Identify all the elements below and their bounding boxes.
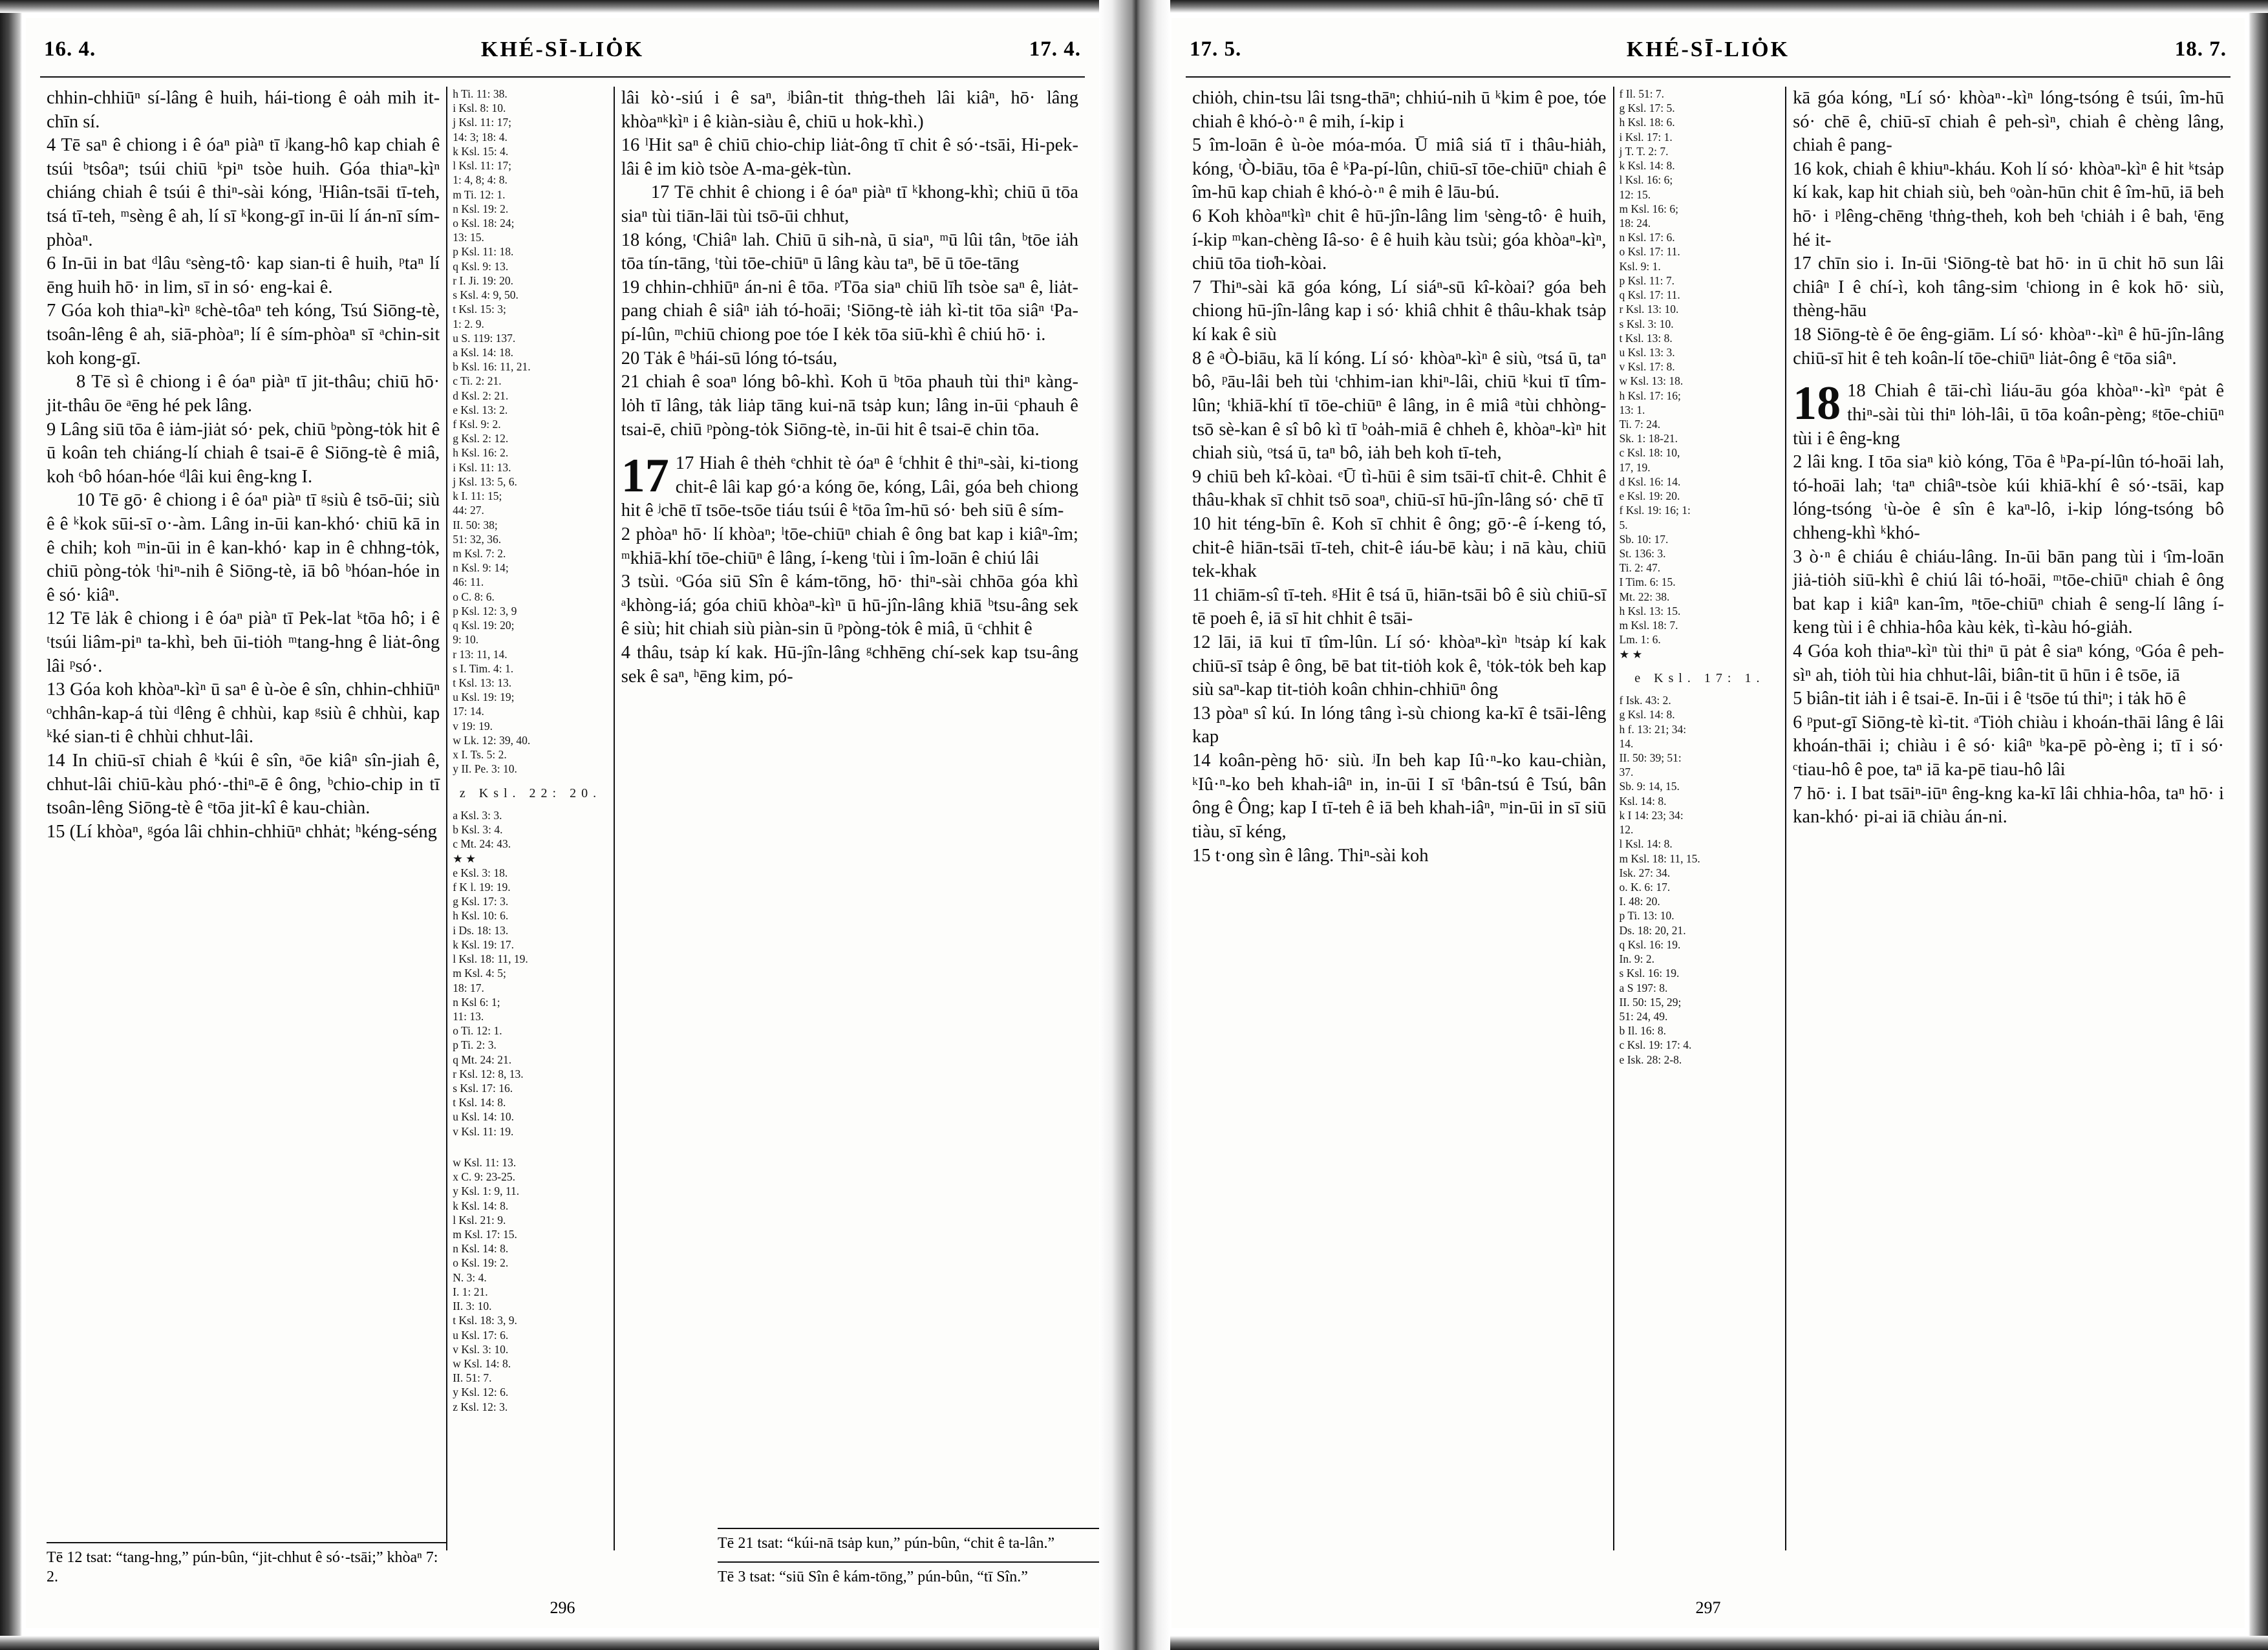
scan-edge-left <box>0 0 22 1650</box>
verse-paragraph: 14 koân-pèng hō· siù. ʲIn beh kap Iû·ⁿ-ko kau-chiàn, ᵏIû·ⁿ-ko beh khah-iâⁿ in, in-ūi I sī ᵗbân-tsú ê Tsú, bân ông ê Ông; kap I tī-teh ê iā beh khah-iâⁿ, ᵐin-ūi in sī siū tiàu, sī kéng, <box>1192 751 1607 842</box>
ref-line: d Ksl. 16: 14. <box>1619 475 1681 488</box>
ref-line: 18: 17. <box>453 981 484 994</box>
verse-paragraph: 3 ò·ⁿ ê chiáu ê chiáu-lâng. In-ūi bān pang tùi i ᵗîm-loān jiȧ-tiȯh siū-khì ê chiú lâi tó-hoāi, ᵐtōe-chiūⁿ chiah ê ông bat kap i kiâⁿ kan-îm, ⁿtōe-chiūⁿ chiah ê seng-lí lâng í-keng tùi i ê chhia-hôa kàu kėk, tì-kàu hó-giȧh. <box>1793 546 2224 638</box>
verse-paragraph: 8 Tē sì ê chiong i ê óaⁿ piàⁿ tī jit-thâu; chiū hō· jit-thâu ōe ᵃēng hé pek lâng. <box>47 372 440 416</box>
ref-line: s I. Tim. 4: 1. <box>453 661 514 675</box>
ref-line: u Ksl. 13: 3. <box>1619 345 1675 359</box>
ref-line: v Ksl. 17: 8. <box>1619 360 1675 374</box>
ref-line: I. 48: 20. <box>1619 895 1660 908</box>
right-head-book-title: KHÉ-SĪ-LIȮK <box>1626 38 1790 61</box>
ref-line: v Ksl. 3: 10. <box>453 1342 509 1356</box>
verse-paragraph: 6 Koh khòaⁿᵗkìⁿ chit ê hū-jîn-lâng lim ᵗsèng-tô· ê huih, í-kip ᵐkan-chèng Iâ-so· ê ê huih kàu tsùi; góa khòaⁿ-kìⁿ, chiū tōa tio̍h-kòai. <box>1192 206 1607 274</box>
verse-paragraph: 12 lāi, iā kui tī tîm-lûn. Lí só· khòaⁿ-kìⁿ ʰtsȧp kí kak chiū-sī tsȧp ê ông, bē bat tit-tiȯh kok ê, ᵗtȯk-tȯk beh kap siù saⁿ-kap tit-tiȯh koân chhin-chhiūⁿ ông <box>1192 632 1607 700</box>
verse-paragraph: 15 t·ong sìn ê lâng. Thiⁿ-sài koh <box>1192 845 1429 866</box>
ref-line: e Ksl. 19: 20. <box>1619 489 1680 503</box>
ref-line: v 19: 19. <box>453 719 493 733</box>
ref-line: d Ksl. 2: 21. <box>453 389 509 402</box>
ref-line: f Ksl. 19: 16; 1: <box>1619 504 1691 517</box>
ref-line: m Ksl. 18: 7. <box>1619 619 1678 632</box>
ref-line: t Ksl. 14: 8. <box>453 1096 506 1109</box>
ref-line: 17: 14. <box>453 705 484 718</box>
ref-line: l Ksl. 21: 9. <box>453 1213 506 1227</box>
ref-line: c Ti. 2: 21. <box>453 374 502 388</box>
verse-paragraph: chhin-chhiūⁿ sí-lâng ê huih, hái-tiong ê oȧh mih it-chīn sí. <box>47 88 440 132</box>
ref-line: u Ksl. 14: 10. <box>453 1110 515 1124</box>
ref-line: 18: 24. <box>1619 216 1651 230</box>
ref-line: p Ti. 2: 3. <box>453 1038 497 1052</box>
ref-line: n Ksl. 17: 6. <box>1619 231 1675 244</box>
ref-line: o. K. 6: 17. <box>1619 880 1671 894</box>
ref-line: c Mt. 24: 43. <box>453 837 511 851</box>
ref-line: Ti. 7: 24. <box>1619 418 1661 431</box>
ref-line: w Ksl. 14: 8. <box>453 1356 511 1370</box>
ref-line: r Ksl. 13: 10. <box>1619 303 1679 316</box>
ref-line: o Ksl. 18: 24; <box>453 216 515 230</box>
ref-line: i Ksl. 8: 10. <box>453 102 506 115</box>
ref-line: h Ksl. 18: 6. <box>1619 116 1675 129</box>
ref-line: l Ksl. 11: 17; <box>453 159 511 173</box>
ref-line: t Ksl. 13: 8. <box>1619 331 1673 345</box>
ref-line: q Ksl. 19: 20; <box>453 619 515 632</box>
scan-edge-right <box>2249 0 2268 1650</box>
ref-line: g Ksl. 17: 5. <box>1619 102 1675 115</box>
ref-line: 1: 2. 9. <box>453 317 484 330</box>
ref-line: t Ksl. 15: 3; <box>453 303 506 316</box>
ref-line: n Ksl. 14: 8. <box>453 1242 509 1256</box>
footnote-line: Tē 21 tsat: “kúi-nā tsȧp kun,” pún-bûn, “chit ê ta-lân.” <box>718 1535 1055 1552</box>
verse-paragraph: 8 ê ᵃÒ-biāu, kā lí kóng. Lí só· khòaⁿ-kìⁿ ê siù, ᵒtsá ū, taⁿ bô, ᵖāu-lâi beh tùi ᵗchhim-ian khiⁿ-lâi, chiū ᵏkui tī tîm-lûn; ᵗkhiā-khí tī tōe-chiūⁿ ê lâng, in ê miâ ᵃtùi chhòng-tsō sè-kan ê sî bô kì tī ᵇoȧh-miā ê chheh ê, khòaⁿ-kìⁿ hit chiah siù, ᵒtsá ū, taⁿ bô, iȧh beh koh tī-teh, <box>1192 348 1607 464</box>
ref-line: II. 3: 10. <box>453 1300 492 1313</box>
ref-line: m Ksl. 16: 6; <box>1619 202 1678 215</box>
ref-line: c Ksl. 19: 17: 4. <box>1619 1038 1692 1052</box>
ref-line: z Ksl. 12: 3. <box>453 1400 508 1413</box>
verse-paragraph: 17 chīn sio i. In-ūi ᵗSiōng-tè bat hō· in ū chit hō sun lâi chiâⁿ I ê chí-ì, koh tâng-sim ᵗchiong in ê kok hō· siù, thèng-hāu <box>1793 253 2224 321</box>
ref-line: t Ksl. 18: 3, 9. <box>453 1314 517 1327</box>
ref-line: j Ksl. 11: 17; <box>453 116 511 129</box>
ref-line: 14. <box>1619 736 1634 750</box>
verse-paragraph: 19 chhin-chhiūⁿ án-ni ê tōa. ᵖTōa siaⁿ chiū līh tsòe saⁿ ê, liȧt-pang chiah ê siâⁿ iȧh tó-hoāi; ᵗSiōng-tè iȧh kì-tit tōa siâⁿ ᵗPa-pí-lûn, ᵐchiū chiong poe tóe I kėk tōa siū-khì ê chiú hō· i. <box>621 277 1078 345</box>
ref-line: y II. Pe. 3: 10. <box>453 762 517 776</box>
ref-line: m Ksl. 4: 5; <box>453 967 506 980</box>
ref-line: h Ti. 11: 38. <box>453 87 508 100</box>
ref-line: k I 14: 23; 34: <box>1619 808 1684 822</box>
chapter-number: 17 <box>621 449 669 503</box>
verse-paragraph: 2 lâi kng. I tōa siaⁿ kiò kóng, Tōa ê ʰPa-pí-lûn tó-hoāi lah, tó-hoāi lah; ᵗtaⁿ chiâⁿ-tsòe kúi khiā-khí ê só·-tsāi, kap lóng-tsóng ᵗù-òe ê sîn ê kaⁿ-lô, i-kip lóng-tsóng bô chheng-khì ᵏkhó- <box>1793 452 2224 543</box>
verse-paragraph: 5 biân-tit iȧh i ê tsai-ē. In-ūi i ê ᵗtsōe tú thiⁿ; i tȧk hō ê <box>1793 689 2187 709</box>
ref-line: h Ksl. 16: 2. <box>453 446 509 460</box>
verse-paragraph: 5 îm-loān ê ù-òe móa-móa. Ū miâ siá tī i thâu-hiȧh, kóng, ᵗÒ-biāu, tōa ê ᵏPa-pí-lûn, chiū-sī tōe-chiūⁿ chiah ê îm-hū kap chiah ê khó-ò·ⁿ ê mih ê lāu-bú. <box>1192 135 1607 203</box>
ref-line: n Ksl 6: 1; <box>453 995 500 1009</box>
ref-line: u Ksl. 19: 19; <box>453 691 515 704</box>
ref-line: l Ksl. 16: 6; <box>1619 173 1673 187</box>
ref-line: f Ksl. 9: 2. <box>453 418 501 431</box>
ref-line: II. 50: 39; 51: <box>1619 751 1682 765</box>
ref-line: 12. <box>1619 823 1634 837</box>
ref-line: m Ksl. 7: 2. <box>453 547 506 560</box>
left-columns <box>40 87 1085 1550</box>
verse-paragraph: 18 kóng, ᵗChiâⁿ lah. Chiū ū sih-nà, ū siaⁿ, ᵐū lûi tân, ᵇtōe iȧh tōa tín-tāng, ᵗtùi tōe-chiūⁿ ū lâng kàu taⁿ, bē ū tōe-tāng <box>621 230 1078 274</box>
left-cross-reference-column <box>447 87 615 1550</box>
ref-line: 11: 13. <box>453 1009 484 1023</box>
ref-line: N. 3: 4. <box>453 1270 487 1284</box>
chapter-opening-paragraph <box>621 449 1078 523</box>
chapter-body: 17 Hiah ê thėh ᵉchhit tè óaⁿ ê ᶠchhit ê thiⁿ-sài, ki-tiong chit-ê lâi kap gó·a kóng ōe, kóng, Lâi, góa beh chiong hit ê ʲchē tī tsōe-tsōe tiáu tsúi ê ᵏtōa îm-hū só· beh siū ê sím- <box>621 453 1078 521</box>
ref-line: r 13: 11, 14. <box>453 647 508 661</box>
ref-line: 46: 11. <box>453 575 484 589</box>
verse-paragraph: 13 pòaⁿ sî kú. In lóng tâng ì-sù chiong ka-kī ê tsāi-lêng kap <box>1192 703 1607 747</box>
ref-line: g Ksl. 14: 8. <box>1619 708 1675 722</box>
right-column-b <box>1786 87 2231 1550</box>
ref-line: In. 9: 2. <box>1619 952 1654 966</box>
chapter-opening-paragraph <box>1793 377 2224 451</box>
ref-line: l Ksl. 18: 11, 19. <box>453 952 528 966</box>
ref-line: j T. T. 2: 7. <box>1619 144 1669 158</box>
verse-paragraph: 4 Tē saⁿ ê chiong i ê óaⁿ piàⁿ tī ʲkang-hô kap chiah ê tsúi ᵇtsôaⁿ; tsúi chiū ᵏpiⁿ tsòe huih. Góa thiaⁿ-kìⁿ chiáng chiah ê tsúi ê thiⁿ-sài kóng, ˡHiân-tsāi tī-teh, tsá tī-teh, ᵐsèng ê ah, lí sī ᵏkong-gī in-ūi lí án-nī sím-phòaⁿ. <box>47 135 440 250</box>
ref-line: St. 136: 3. <box>1619 547 1666 560</box>
left-head-rule <box>40 76 1085 78</box>
ref-line: o Ti. 12: 1. <box>453 1024 502 1038</box>
ref-line: b Ksl. 16: 11, 21. <box>453 360 531 374</box>
verse-paragraph: 10 hit téng-bīn ê. Koh sī chhit ê ông; gō·-ê í-keng tó, chit-ê hiān-tsāi tī-teh, chit-ê iáu-bē kàu; i nā kàu, chiū tek-khak <box>1192 513 1607 582</box>
ref-line: m Ksl. 18: 11, 15. <box>1619 852 1700 865</box>
ref-line: w Ksl. 13: 18. <box>1619 374 1684 388</box>
ref-line: k Ksl. 15: 4. <box>453 144 509 158</box>
right-running-head <box>1171 38 2245 74</box>
ref-line: o Ksl. 17: 11. <box>1619 245 1680 259</box>
right-column-a <box>1186 87 1614 1550</box>
ref-line: II. 50: 38; <box>453 518 498 531</box>
ref-line: Ksl. 14: 8. <box>1619 794 1667 808</box>
ref-line: 37. <box>1619 766 1634 779</box>
ref-line: b Ksl. 3: 4. <box>453 823 503 837</box>
ref-line: Isk. 27: 34. <box>1619 866 1671 879</box>
verse-paragraph: 20 Tȧk ê ᵇhái-sū lóng tó-tsáu, <box>621 348 838 369</box>
right-columns <box>1186 87 2231 1550</box>
verse-paragraph: 21 chiah ê soaⁿ lóng bô-khì. Koh ū ᵇtōa phauh tùi thiⁿ kàng-lȯh tī lâng, tȧk liȧp tāng kui-nā tsȧp kun; lâng in-ūi ᶜphauh ê tsai-ē, chiū ᵖpòng-tȯk Siōng-tè, in-ūi hit ê tsai-ē chin tōa. <box>621 372 1078 440</box>
ref-line: f K l. 19: 19. <box>453 880 511 894</box>
ref-line: u S. 119: 137. <box>453 331 516 345</box>
verse-paragraph: chiȯh, chin-tsu lâi tsng-thāⁿ; chhiú-nih ū ᵏkim ê poe, tóe chiah ê khó-ò·ⁿ ê mih, í-kip i <box>1192 88 1607 132</box>
verse-paragraph: 4 Góa koh thiaⁿ-kìⁿ tùi thiⁿ ū pȧt ê siaⁿ kóng, ᵒGóa ê peh-sìⁿ ah, tiȯh tùi hia chhut-lâi, biân-tit ū hūn i ê tsōe, iā <box>1793 641 2224 685</box>
ref-line: q Mt. 24: 21. <box>453 1053 512 1066</box>
ref-line: a S 197: 8. <box>1619 981 1668 994</box>
ref-line: p Ksl. 12: 3, 9 <box>453 604 517 617</box>
verse-paragraph: 6 In-ūi in bat ᵈlâu ᵉsèng-tô· kap sian-ti ê huih, ᵖtaⁿ lí ēng huih hō· in lim, sī in só· eng-kai ê. <box>47 253 440 297</box>
right-cross-reference-column <box>1614 87 1787 1550</box>
right-page-number: 297 <box>1695 1598 1721 1617</box>
ref-line: 44: 27. <box>453 504 484 517</box>
verse-paragraph: lâi kò·-siú i ê saⁿ, ʲbiân-tit thṅg-theh lâi kiâⁿ, hō· lâng khòaⁿᵏkìⁿ i ê kiàn-siàu ê, chiū u hok-khì.) <box>621 88 1078 132</box>
ref-line: o Ksl. 19: 2. <box>453 1256 509 1270</box>
ref-line: w Ksl. 11: 13. <box>453 1155 517 1169</box>
ref-line: Ksl. 9: 1. <box>1619 259 1661 273</box>
ref-line: m Ksl. 17: 15. <box>453 1228 517 1241</box>
ref-line: ★ ★ <box>1619 647 1643 661</box>
ref-line: s Ksl. 17: 16. <box>453 1082 513 1095</box>
ref-line: Ds. 18: 20, 21. <box>1619 923 1686 937</box>
left-head-book-title: KHÉ-SĪ-LIȮK <box>480 38 645 61</box>
verse-paragraph: 9 chiū beh kî-kòai. ᵉŪ tì-hūi ê sim tsāi-tī chit-ê. Chhit ê thâu-khak sī chhit tsō soaⁿ, chiū-sī hū-jîn-lâng só· chē tī <box>1192 466 1607 511</box>
ref-line: k Ksl. 14: 8. <box>453 1199 509 1212</box>
ref-line: m Ti. 12: 1. <box>453 188 506 201</box>
ref-line: I Tim. 6: 15. <box>1619 575 1676 589</box>
left-column-b-footnotes <box>718 1528 1099 1587</box>
left-head-verse-end: 17. 4. <box>1029 38 1081 61</box>
ref-line: 13: 1. <box>1619 403 1645 416</box>
verse-paragraph: 9 Lâng siū tōa ê iȧm-jiȧt só· pek, chiū ᵇpòng-tȯk hit ê ū koân teh chiáng-lí chiah ê tsai-ē ê Siōng-tè ê miâ, koh ᶜbô hóan-hóe ᵈlâi kui êng-kng I. <box>47 419 440 487</box>
ref-line: k Ksl. 19: 17. <box>453 938 515 951</box>
right-head-verse-end: 18. 7. <box>2174 38 2227 61</box>
ref-line: x I. Ts. 5: 2. <box>453 748 507 762</box>
ref-line: i Ksl. 11: 13. <box>453 460 511 474</box>
verse-paragraph: 15 (Lí khòaⁿ, ᵍgóa lâi chhin-chhiūⁿ chhȧt; ʰkéng-séng <box>47 821 437 842</box>
ref-line: Sb. 9: 14, 15. <box>1619 780 1680 793</box>
ref-line: Ti. 2: 47. <box>1619 561 1661 575</box>
ref-line: t Ksl. 13: 13. <box>453 676 512 689</box>
ref-line: e Isk. 28: 2-8. <box>1619 1053 1682 1066</box>
ref-line: 51: 24, 49. <box>1619 1009 1668 1023</box>
ref-line: II. 50: 15, 29; <box>1619 995 1682 1009</box>
ref-line: g Ksl. 17: 3. <box>453 895 509 908</box>
verse-paragraph: 10 Tē gō· ê chiong i ê óaⁿ piàⁿ tī ᵍsiù ê tsō-ūi; siù ê ê ᵏkok sūi-sī o·-àm. Lâng in-ūi kan-khó· chiū kā in ê chih; koh ᵐin-ūi in ê kan-khó· kap in ê chhng-tȯk, chiū pòng-tȯk ᵗhiⁿ-nih ê Siōng-tè, iā bô ᵇhóan-hóe in ê só· kiâⁿ. <box>47 490 440 605</box>
left-column-a-footnote: Tē 12 tsat: “tang-hng,” pún-bûn, “jit-chhut ê só·-tsāi;” khòaⁿ 7: 2. <box>47 1542 447 1587</box>
ref-line: n Ksl. 19: 2. <box>453 202 509 215</box>
verse-paragraph: 13 Góa koh khòaⁿ-kìⁿ ū saⁿ ê ù-òe ê sîn, chhin-chhiūⁿ ᵒchhân-kap-á tùi ᵈlêng ê chhùi, kap ᵍsiù ê chhùi, kap ᵏké sian-ti ê chhùi chhut-lâi. <box>47 680 440 747</box>
verse-paragraph: 16 kok, chiah ê khiuⁿ-kháu. Koh lí só· khòaⁿ-kìⁿ ê hit ᵏtsȧp kí kak, kap hit chiah siù, beh ᵒoàn-hūn chit ê îm-hū, iā beh hō· i ᵖlêng-chēng ᵗthṅg-theh, koh beh ᵗchiȧh i ê bah, ᵗēng hé it- <box>1793 158 2224 250</box>
ref-line: i Ksl. 17: 1. <box>1619 130 1673 144</box>
verse-paragraph: kā góa kóng, ⁿLí só· khòaⁿ·-kìⁿ lóng-tsóng ê tsúi, îm-hū só· chē ê, chiū-sī chiah ê peh-sìⁿ, chiah ê chèng lâng, chiah ê pang- <box>1793 88 2224 156</box>
ref-line: h Ksl. 10: 6. <box>453 909 509 923</box>
chapter-number: 18 <box>1793 377 1841 431</box>
left-running-head <box>26 38 1099 74</box>
book-gutter-shadow <box>1099 0 1170 1650</box>
left-column-b <box>615 87 1085 1550</box>
ref-line: n Ksl. 9: 14; <box>453 561 509 575</box>
ref-line: 17, 19. <box>1619 460 1651 474</box>
footnote-line: Tē 3 tsat: “siū Sîn ê kám-tōng,” pún-bûn, “tī Sîn.” <box>718 1561 1099 1587</box>
left-page <box>26 18 1099 1628</box>
ref-line: q Ksl. 17: 11. <box>1619 288 1680 302</box>
ref-line: f Il. 51: 7. <box>1619 87 1665 100</box>
ref-line: j Ksl. 13: 5, 6. <box>453 475 517 488</box>
ref-line: y Ksl. 12: 6. <box>453 1386 509 1399</box>
ref-line: 14: 3; 18: 4. <box>453 130 508 144</box>
chapter-body: 18 Chiah ê tāi-chì liáu-āu góa khòaⁿ·-kìⁿ ᵉpȧt ê thiⁿ-sài tùi thiⁿ lȯh-lâi, ū tōa koân-pèng; ᵍtōe-chiūⁿ tùi i ê êng-kng <box>1793 381 2224 449</box>
ref-line: y Ksl. 1: 9, 11. <box>453 1184 520 1198</box>
ref-line: Mt. 22: 38. <box>1619 590 1670 603</box>
verse-paragraph: 17 Tē chhit ê chiong i ê óaⁿ piàⁿ tī ᵏkhong-khì; chiū ū tōa siaⁿ tùi tiān-lāi tùi tsō-ūi chhut, <box>621 182 1078 227</box>
verse-paragraph: 14 In chiū-sī chiah ê ᵏkúi ê sîn, ᵃōe kiâⁿ sîn-jiah ê, chhut-lâi chiū-kàu phó·-thiⁿ-ē ê ông, ᵇchio-chip in tī tsoân-lêng Siōng-tè ê ᵉtōa jit-kî ê kau-chiàn. <box>47 751 440 819</box>
ref-line: a Ksl. 3: 3. <box>453 808 502 822</box>
verse-paragraph: 16 ˡHit saⁿ ê chiū chio-chip liȧt-ông tī chit ê só·-tsāi, Hi-pek-lâi ê im kiò tsòe A-ma-gėk-tùn. <box>621 135 1078 179</box>
ref-line: u Ksl. 17: 6. <box>453 1328 509 1342</box>
ref-line: i Ds. 18: 13. <box>453 923 509 937</box>
verse-paragraph: 7 Thiⁿ-sài kā góa kóng, Lí siáⁿ-sū kî-kòai? góa beh chiong hū-jîn-lâng kap i só· khiâ chhit ê thâu-khak tsȧp kí kak ê siù <box>1192 277 1607 345</box>
right-page <box>1171 18 2245 1628</box>
verse-paragraph: 7 hō· i. I bat tsāiⁿ-iūⁿ êng-kng ka-kī lâi chhia-hôa, taⁿ hō· i kan-khó· pi-ai iā chiàu án-ni. <box>1793 783 2224 828</box>
left-column-a <box>40 87 447 1550</box>
ref-line: c Ksl. 18: 10, <box>1619 446 1680 460</box>
ref-line: x C. 9: 23-25. <box>453 1170 515 1184</box>
ref-line: h Ksl. 17: 16; <box>1619 389 1681 402</box>
verse-paragraph: 4 thâu, tsȧp kí kak. Hū-jîn-lâng ᵍchhēng chí-sek kap tsu-âng sek ê saⁿ, ʰēng kim, pó- <box>621 643 1078 687</box>
ref-line: p Ti. 13: 10. <box>1619 909 1674 923</box>
ref-line: 9: 10. <box>453 633 479 647</box>
ref-line: f Isk. 43: 2. <box>1619 694 1671 707</box>
ref-separator-stars: e Ksl. 17: 1. <box>1634 670 1765 685</box>
ref-line: 12: 15. <box>1619 188 1651 201</box>
ref-line: k Ksl. 14: 8. <box>1619 159 1675 173</box>
left-head-verse-start: 16. 4. <box>44 38 96 61</box>
ref-line: p Ksl. 11: 7. <box>1619 273 1674 287</box>
ref-line: o C. 8: 6. <box>453 590 495 603</box>
verse-paragraph: 3 tsùi. ᵒGóa siū Sîn ê kám-tōng, hō· thiⁿ-sài chhōa góa khì ᵃkhòng-iá; góa chiū khòaⁿ-kìⁿ ū hū-jîn-lâng khiā ᵇtsu-âng sek ê siù; hit chiah siù piàn-sin ū ᵖpòng-tȯk ê miâ, ū ᶜchhit ê <box>621 572 1078 639</box>
ref-line: l Ksl. 14: 8. <box>1619 837 1673 851</box>
ref-line: e Ksl. 13: 2. <box>453 403 508 416</box>
right-head-verse-start: 17. 5. <box>1190 38 1242 61</box>
ref-line: e Ksl. 3: 18. <box>453 866 508 879</box>
verse-paragraph: 11 chiām-sî tī-teh. ᵍHit ê tsá ū, hiān-tsāi bô ê siù chiū-sī tē poeh ê, iā sī hit chhit ê tsāi- <box>1192 584 1607 629</box>
ref-line: Lm. 1: 6. <box>1619 633 1661 647</box>
ref-line: 13: 15. <box>453 231 484 244</box>
ref-line: w Lk. 12: 39, 40. <box>453 733 531 747</box>
ref-line: r Ksl. 12: 8, 13. <box>453 1067 524 1080</box>
ref-line: II. 51: 7. <box>453 1371 492 1385</box>
verse-paragraph: 12 Tē lȧk ê chiong i ê óaⁿ piàⁿ tī Pek-lat ᵏtōa hô; i ê ᵗtsúi liâm-piⁿ ta-khì, beh ūi-tiȯh ᵐtang-hng ê liȧt-ông lâi ᵖsó·. <box>47 608 440 676</box>
verse-paragraph: 6 ᵖput-gī Siōng-tè kì-tit. ᵃTiȯh chiàu i khoán-thāi lâng ê lâi khoán-thāi i; chiàu i ê só· kiâⁿ ᵇka-pē pò-èng i; tī i só· ᶜtiau-hô ê poe, taⁿ iā ka-pē tiau-hô lâi <box>1793 712 2224 780</box>
ref-line: q Ksl. 9: 13. <box>453 259 509 273</box>
ref-line: p Ksl. 11: 18. <box>453 245 514 259</box>
ref-line: b Il. 16: 8. <box>1619 1024 1666 1038</box>
right-head-rule <box>1186 76 2231 78</box>
verse-paragraph: 7 Góa koh thiaⁿ-kìⁿ ᵍchè-tôaⁿ teh kóng, Tsú Siōng-tè, tsoân-lêng ê ah, siā-phòaⁿ; lí ê sím-phòaⁿ sī ᵃchin-sit koh kong-gī. <box>47 301 440 369</box>
ref-line: a Ksl. 14: 18. <box>453 345 514 359</box>
verse-paragraph: 2 phòaⁿ hō· lí khòaⁿ; ˡtōe-chiūⁿ chiah ê ông bat kap i kiâⁿ-îm; ᵐkhiā-khí tōe-chiūⁿ ê lâng, í-keng ᵗtùi i îm-loān ê chiú lâi <box>621 524 1078 568</box>
ref-line: q Ksl. 16: 19. <box>1619 938 1681 951</box>
ref-line: v Ksl. 11: 19. <box>453 1124 514 1138</box>
ref-line: Sb. 10: 17. <box>1619 532 1669 546</box>
ref-line: s Ksl. 4: 9, 50. <box>453 288 519 302</box>
left-page-number: 296 <box>550 1598 575 1617</box>
ref-line: 5. <box>1619 518 1628 531</box>
ref-line: h Ksl. 13: 15. <box>1619 604 1681 617</box>
ref-line: r I. Ji. 19: 20. <box>453 273 514 287</box>
ref-line: s Ksl. 16: 19. <box>1619 967 1680 980</box>
ref-line: Sk. 1: 18-21. <box>1619 432 1678 445</box>
ref-line: g Ksl. 2: 12. <box>453 432 509 445</box>
ref-line: s Ksl. 3: 10. <box>1619 317 1674 330</box>
ref-line: h f. 13: 21; 34: <box>1619 722 1687 736</box>
verse-paragraph: 18 Siōng-tè ê ōe êng-giām. Lí só· khòaⁿ·-kìⁿ ê hū-jîn-lâng chiū-sī hit ê teh koân-lí tōe-chiūⁿ liȧt-ông ê ᵉtōa siâⁿ. <box>1793 325 2224 369</box>
ref-line: 51: 32, 36. <box>453 532 502 546</box>
ref-line: ★ ★ <box>453 852 476 865</box>
ref-line: k I. 11: 15; <box>453 489 502 503</box>
ref-separator-stars: z Ksl. 22: 20. <box>459 786 602 800</box>
ref-line: 1: 4, 8; 4: 8. <box>453 173 508 187</box>
ref-line: I. 1: 21. <box>453 1285 488 1298</box>
